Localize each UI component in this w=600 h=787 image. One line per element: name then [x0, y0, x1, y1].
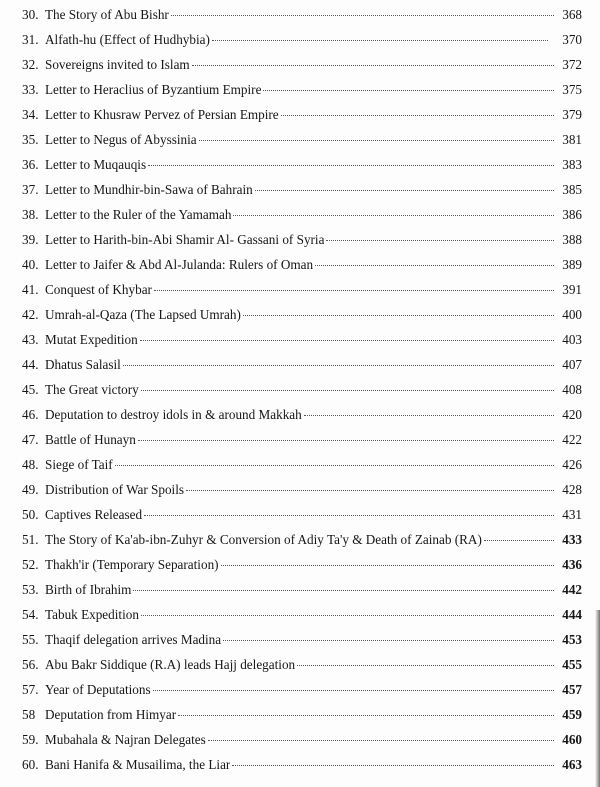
toc-entry-page: 386 [562, 207, 582, 222]
toc-entry-page: 372 [562, 57, 582, 72]
toc-entry-title: Letter to Harith-bin-Abi Shamir Al- Gassani of Syria [45, 232, 325, 247]
dot-leader [140, 340, 554, 341]
toc-entry-number: 35. [22, 132, 39, 147]
toc-entry-page: 428 [562, 482, 582, 497]
toc-entry-number: 34. [22, 107, 39, 122]
toc-entry [22, 32, 582, 57]
toc-entry-number: 48. [22, 457, 39, 472]
toc-entry [22, 532, 582, 557]
dot-leader [281, 115, 554, 116]
toc-entry-title: Birth of Ibrahim [45, 582, 132, 597]
toc-entry-number: 37. [22, 182, 39, 197]
toc-entry-number: 49. [22, 482, 39, 497]
toc-entry [22, 582, 582, 607]
toc-entry-page: 408 [562, 382, 582, 397]
toc-entry-page: 459 [562, 707, 582, 722]
toc-entry-number: 54. [22, 607, 39, 622]
toc-entry [22, 282, 582, 307]
toc-entry-number: 45. [22, 382, 39, 397]
toc-entry-number: 56. [22, 657, 39, 672]
dot-leader [255, 190, 554, 191]
toc-entry-page: 370 [562, 32, 582, 47]
toc-entry-title: Letter to Heraclius of Byzantium Empire [45, 82, 262, 97]
toc-entry-number: 52. [22, 557, 39, 572]
toc-entry-title: Captives Released [45, 507, 143, 522]
toc-entry-number: 60. [22, 757, 39, 772]
toc-entry-title: Alfath-hu (Effect of Hudhybia) [45, 32, 210, 47]
dot-leader [326, 240, 554, 241]
toc-entry-page: 431 [562, 507, 582, 522]
toc-entry-title: Mubahala & Najran Delegates [45, 732, 206, 747]
toc-entry [22, 507, 582, 532]
toc-entry-number: 32. [22, 57, 39, 72]
dot-leader [232, 765, 554, 766]
toc-entry-title: Sovereigns invited to Islam [45, 57, 190, 72]
dot-leader [297, 665, 554, 666]
toc-entry [22, 482, 582, 507]
toc-entry-number: 44. [22, 357, 39, 372]
dot-leader [304, 415, 554, 416]
toc-entry-number: 55. [22, 632, 39, 647]
toc-entry-page: 455 [562, 657, 582, 672]
dot-leader [138, 440, 554, 441]
dot-leader [315, 265, 554, 266]
toc-entry [22, 232, 582, 257]
toc-entry-page: 391 [562, 282, 582, 297]
toc-entry-title: Tabuk Expedition [45, 607, 139, 622]
toc-entry-number: 36. [22, 157, 39, 172]
dot-leader [192, 65, 554, 66]
toc-entry-page: 422 [562, 432, 582, 447]
toc-entry [22, 7, 582, 32]
toc-entry-page: 442 [562, 582, 582, 597]
toc-entry-page: 444 [562, 607, 582, 622]
dot-leader [233, 215, 554, 216]
page-edge-shadow [595, 610, 600, 787]
toc-entry-title: Deputation to destroy idols in & around Makkah [45, 407, 302, 422]
toc-entry-number: 38. [22, 207, 39, 222]
toc-entry-title: The Great victory [45, 382, 139, 397]
toc-entry [22, 382, 582, 407]
toc-entry-title: Deputation from Himyar [45, 707, 177, 722]
dot-leader [208, 740, 554, 741]
toc-entry [22, 657, 582, 682]
toc-entry [22, 432, 582, 457]
toc-entry-title: Letter to Muqauqis [45, 157, 147, 172]
toc-entry-number: 46. [22, 407, 39, 422]
dot-leader [144, 515, 554, 516]
toc-entry-title: The Story of Ka'ab-ibn-Zuhyr & Conversion of Adiy Ta'y & Death of Zainab (RA) [45, 532, 482, 547]
toc-entry-title: Siege of Taif [45, 457, 113, 472]
toc-entry-page: 407 [562, 357, 582, 372]
dot-leader [171, 15, 554, 16]
dot-leader [133, 590, 554, 591]
toc-entry [22, 632, 582, 657]
toc-entry-number: 57. [22, 682, 39, 697]
dot-leader [186, 490, 554, 491]
toc-entry [22, 82, 582, 107]
toc-entry-page: 463 [562, 757, 582, 772]
toc-entry-title: Letter to Jaifer & Abd Al-Julanda: Rulers of Oman [45, 257, 314, 272]
dot-leader [484, 540, 554, 541]
toc-entry [22, 332, 582, 357]
toc-entry-number: 59. [22, 732, 39, 747]
toc-entry [22, 157, 582, 182]
toc-entry-title: Abu Bakr Siddique (R.A) leads Hajj delegation [45, 657, 296, 672]
toc-entry-number: 51. [22, 532, 39, 547]
toc-entry-page: 389 [562, 257, 582, 272]
toc-entry-number: 40. [22, 257, 39, 272]
toc-entry [22, 557, 582, 582]
toc-entry-number: 41. [22, 282, 39, 297]
toc-entry-number: 33. [22, 82, 39, 97]
dot-leader [178, 715, 554, 716]
dot-leader [263, 90, 554, 91]
toc-entry-title: Letter to Mundhir-bin-Sawa of Bahrain [45, 182, 253, 197]
toc-entry-page: 383 [562, 157, 582, 172]
dot-leader [154, 290, 554, 291]
toc-entry-number: 50. [22, 507, 39, 522]
toc-entry [22, 57, 582, 82]
toc-entry [22, 707, 582, 732]
toc-entry [22, 682, 582, 707]
dot-leader [243, 315, 554, 316]
toc-entry [22, 732, 582, 757]
dot-leader [115, 465, 554, 466]
dot-leader [199, 140, 554, 141]
dot-leader [141, 615, 554, 616]
dot-leader [221, 565, 554, 566]
toc-entry-page: 457 [562, 682, 582, 697]
toc-entry-page: 436 [562, 557, 582, 572]
toc-entry-page: 420 [562, 407, 582, 422]
dot-leader [141, 390, 554, 391]
toc-entry-title: Distribution of War Spoils [45, 482, 184, 497]
toc-entry-page: 385 [562, 182, 582, 197]
toc-entry-page: 433 [562, 532, 582, 547]
toc-entry-title: Letter to Negus of Abyssinia [45, 132, 197, 147]
toc-entry-page: 379 [562, 107, 582, 122]
toc-entry-page: 460 [562, 732, 582, 747]
toc-entry-page: 368 [562, 7, 582, 22]
toc-entry-page: 453 [562, 632, 582, 647]
toc-entry-number: 31. [22, 32, 39, 47]
toc-entry [22, 407, 582, 432]
toc-entry-number: 30. [22, 7, 39, 22]
toc-entry-number: 47. [22, 432, 39, 447]
table-of-contents [22, 7, 582, 782]
toc-entry-title: Conquest of Khybar [45, 282, 152, 297]
toc-entry-page: 375 [562, 82, 582, 97]
toc-entry-title: Battle of Hunayn [45, 432, 136, 447]
toc-entry [22, 457, 582, 482]
toc-entry [22, 757, 582, 782]
dot-leader [148, 165, 554, 166]
toc-entry-page: 388 [562, 232, 582, 247]
toc-entry-title: Dhatus Salasil [45, 357, 121, 372]
dot-leader [223, 640, 554, 641]
toc-entry-title: Letter to Khusraw Pervez of Persian Empire [45, 107, 279, 122]
toc-entry-page: 381 [562, 132, 582, 147]
toc-entry-number: 42. [22, 307, 39, 322]
toc-entry [22, 607, 582, 632]
dot-leader [153, 690, 554, 691]
toc-entry-number: 39. [22, 232, 39, 247]
toc-entry-title: Thaqif delegation arrives Madina [45, 632, 222, 647]
toc-entry-number: 53. [22, 582, 39, 597]
toc-entry-number: 43. [22, 332, 39, 347]
toc-entry [22, 357, 582, 382]
toc-entry [22, 132, 582, 157]
toc-entry-title: Thakh'ir (Temporary Separation) [45, 557, 219, 572]
toc-entry [22, 182, 582, 207]
toc-entry [22, 257, 582, 282]
dot-leader [123, 365, 554, 366]
toc-entry-title: Letter to the Ruler of the Yamamah [45, 207, 232, 222]
toc-entry-title: Mutat Expedition [45, 332, 138, 347]
toc-entry-page: 426 [562, 457, 582, 472]
toc-entry-title: Bani Hanifa & Musailima, the Liar [45, 757, 231, 772]
toc-entry [22, 107, 582, 132]
toc-entry [22, 307, 582, 332]
toc-entry-title: The Story of Abu Bishr [45, 7, 169, 22]
toc-entry-page: 403 [562, 332, 582, 347]
toc-entry [22, 207, 582, 232]
toc-entry-title: Umrah-al-Qaza (The Lapsed Umrah) [45, 307, 241, 322]
dot-leader [212, 40, 548, 41]
toc-entry-number: 58 [22, 707, 36, 722]
toc-entry-page: 400 [562, 307, 582, 322]
toc-entry-title: Year of Deputations [45, 682, 151, 697]
